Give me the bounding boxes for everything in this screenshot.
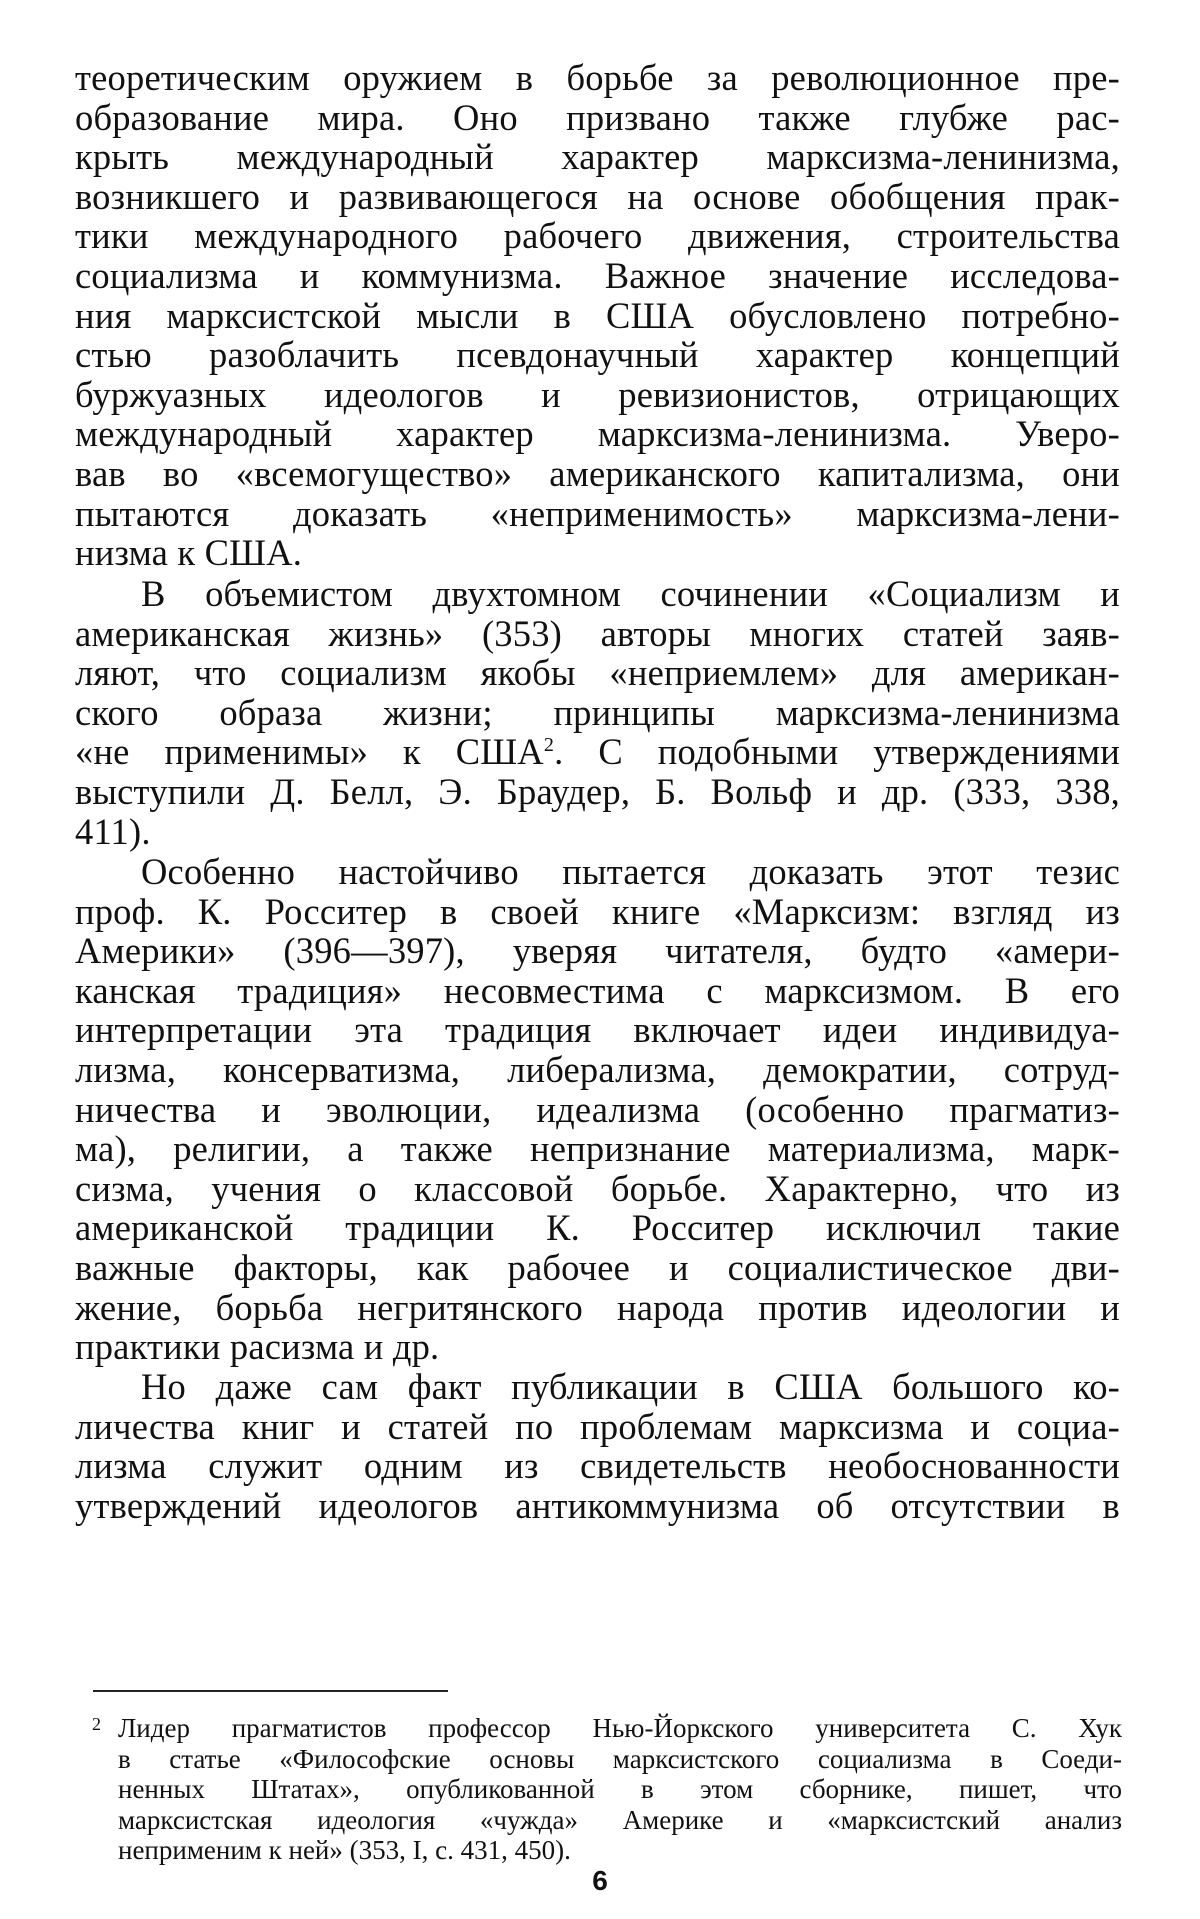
paragraph-2 — [75, 574, 1120, 851]
text-line: теоретическим оружием в борьбе за революционное пре- — [75, 57, 1120, 98]
text-line: важные факторы, как рабочее и социалистическое дви- — [75, 1246, 1120, 1288]
footnote — [92, 1713, 1122, 1866]
text-line: крыть международный характер марксизма-ленинизма, — [75, 136, 1120, 178]
text-segment: . С подобными утверждениями — [554, 731, 1121, 773]
text-line: 411). — [75, 810, 151, 852]
text-line: ния марксистской мысли в США обусловлено потребно- — [75, 294, 1120, 336]
text-line: утверждений идеологов антикоммунизма об отсутствии в — [75, 1484, 1120, 1526]
paragraph-4 — [75, 1367, 1120, 1525]
footnote-reference[interactable]: 2 — [543, 734, 555, 757]
text-line: американской традиции К. Росситер исключил такие — [75, 1207, 1120, 1249]
text-line: сизма, учения о классовой борьбе. Характерно, что из — [75, 1167, 1120, 1209]
text-line: ма), религии, а также непризнание материализма, марк- — [75, 1128, 1120, 1170]
page-number: 6 — [592, 1865, 608, 1896]
footnote-marker: 2 — [92, 1714, 101, 1734]
paragraph-3 — [75, 852, 1120, 1367]
footnote-line: в статье «Философские основы марксистского социализма в Соеди- — [118, 1743, 1122, 1774]
footnote-line: ненных Штатах», опубликованной в этом сборнике, пишет, что — [118, 1774, 1122, 1805]
paragraph-1 — [75, 58, 1120, 573]
text-line: В объемистом двухтомном сочинении «Социализм и — [141, 573, 1120, 614]
text-line: лизма, консерватизма, либерализма, демократии, сотруд- — [75, 1048, 1120, 1090]
text-line: Но даже сам факт публикации в США большого ко- — [141, 1366, 1120, 1407]
text-line: интерпретации эта традиция включает идеи индивидуа- — [75, 1009, 1120, 1051]
text-line: низма к США. — [75, 532, 303, 574]
text-line: выступили Д. Белл, Э. Браудер, Б. Вольф и др. (333, 338, — [75, 770, 1120, 812]
text-line: буржуазных идеологов и ревизионистов, отрицающих — [75, 373, 1120, 415]
text-line: возникшего и развивающегося на основе обобщения прак- — [75, 175, 1120, 217]
text-line: канская традиция» несовместима с марксизмом. В его — [75, 969, 1120, 1011]
footnote-line: марксистская идеология «чужда» Америке и «марксистский анализ — [118, 1804, 1122, 1835]
text-line: американская жизнь» (353) авторы многих статей заяв- — [75, 612, 1120, 654]
text-line: жение, борьба негритянского народа против идеологии и — [75, 1286, 1120, 1328]
text-line: международный характер марксизма-ленинизма. Уверо- — [75, 413, 1120, 455]
text-line: ского образа жизни; принципы марксизма-ленинизма — [75, 691, 1120, 733]
text-line: социализма и коммунизма. Важное значение исследова- — [75, 254, 1120, 296]
footnote-line — [92, 1713, 1122, 1744]
footnote-text: Лидер прагматистов профессор Нью-Йоркского университета С. Хук — [118, 1713, 1122, 1743]
text-line: ничества и эволюции, идеализма (особенно прагматиз- — [75, 1088, 1120, 1130]
text-line: стью разоблачить псевдонаучный характер концепций — [75, 334, 1120, 376]
text-line: практики расизма и др. — [75, 1326, 440, 1368]
text-line: тики международного рабочего движения, строительства — [75, 215, 1120, 257]
text-segment: «не применимы» к США — [75, 731, 544, 773]
text-line: образование мира. Оно призвано также глубже рас- — [75, 96, 1120, 138]
text-line-with-footnote-ref — [75, 732, 1120, 772]
text-line: лизма служит одним из свидетельств необоснованности — [75, 1445, 1120, 1487]
footnote-line: неприменим к ней» (353, I, с. 431, 450). — [118, 1835, 571, 1866]
text-line: Америки» (396—397), уверяя читателя, будто «амери- — [75, 930, 1120, 972]
text-line: ляют, что социализм якобы «неприемлем» для американ- — [75, 652, 1120, 694]
text-line: пытаются доказать «неприменимость» марксизма-лени- — [75, 492, 1120, 534]
text-line: Особенно настойчиво пытается доказать этот тезис — [141, 851, 1120, 892]
text-line: вав во «всемогущество» американского капитализма, они — [75, 452, 1120, 494]
text-line: личества книг и статей по проблемам марксизма и социа- — [75, 1405, 1120, 1447]
text-line: проф. К. Росситер в своей книге «Марксизм: взгляд из — [75, 890, 1120, 932]
footnote-divider — [93, 1690, 448, 1692]
